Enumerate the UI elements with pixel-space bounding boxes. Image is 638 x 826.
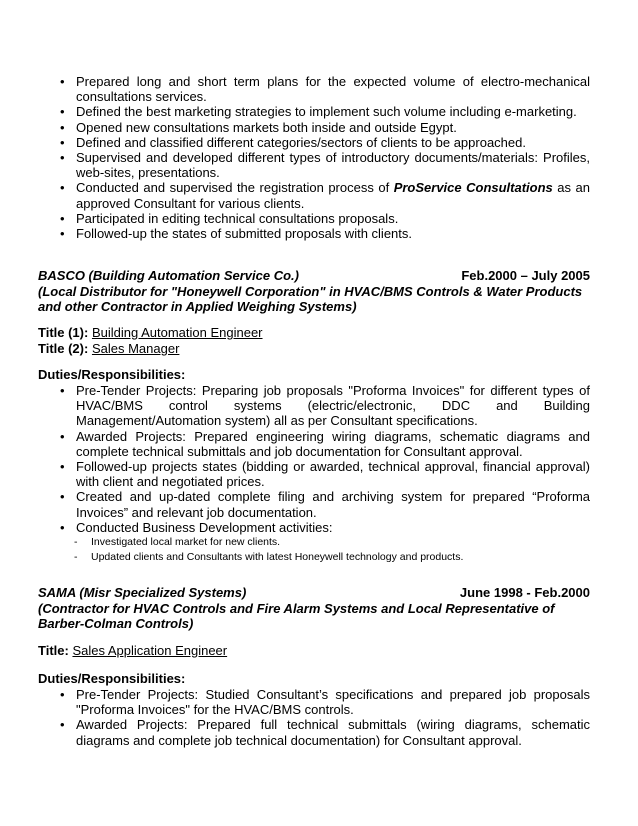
duties-heading: Duties/Responsibilities: bbox=[38, 367, 186, 382]
sama-header bbox=[38, 585, 590, 632]
emphasized-company-name: ProService Consultations bbox=[393, 180, 553, 196]
job-title-1 bbox=[38, 325, 263, 341]
sama-duties bbox=[38, 687, 590, 748]
company-description: (Local Distributor for "Honeywell Corporation" in HVAC/BMS Controls & Water Products and other Contractor in Applied Weighing Systems) bbox=[38, 283, 583, 314]
company-description: (Contractor for HVAC Controls and Fire Alarm Systems and Local Representative of Barber-Colman Controls) bbox=[38, 600, 555, 631]
title-value: Sales Manager bbox=[91, 341, 180, 356]
list-item: • Opened new consultations markets both inside and outside Egypt. bbox=[38, 120, 590, 135]
employment-dates: June 1998 - Feb.2000 bbox=[459, 585, 590, 600]
list-item: • Defined the best marketing strategies to implement such volume including e-marketing. bbox=[38, 104, 590, 119]
title-label: Title (1): bbox=[38, 325, 89, 340]
list-item: • Participated in editing technical consultations proposals. bbox=[38, 211, 590, 226]
employment-dates: Feb.2000 – July 2005 bbox=[461, 268, 590, 283]
previous-role-duties bbox=[38, 74, 590, 241]
title-value: Sales Application Engineer bbox=[72, 643, 228, 658]
list-item: • Created and up-dated complete filing and archiving system for prepared “Proforma Invoices” and relevant job documentation. bbox=[38, 489, 590, 519]
title-label: Title: bbox=[38, 643, 69, 658]
company-name: SAMA (Misr Specialized Systems) bbox=[38, 585, 247, 600]
list-item: • Awarded Projects: Prepared engineering wiring diagrams, schematic diagrams and complete technical submittals and job documentation for Consultant approval. bbox=[38, 429, 590, 459]
list-item bbox=[38, 180, 590, 210]
list-item: • Pre-Tender Projects: Studied Consultant’s specifications and prepared job proposals "Proforma Invoices" for the HVAC/BMS controls. bbox=[38, 687, 590, 717]
list-item: • Pre-Tender Projects: Preparing job proposals "Proforma Invoices" for different types of HVAC/BMS control systems (electric/electronic, DDC and Building Management/Automation system) all as per Consultant specifications. bbox=[38, 383, 590, 429]
title-label: Title (2): bbox=[38, 341, 89, 356]
list-item: • Followed-up projects states (bidding or awarded, technical approval, financial approval) with client and negotiated prices. bbox=[38, 459, 590, 489]
list-item: • Prepared long and short term plans for the expected volume of electro-mechanical consultations services. bbox=[38, 74, 590, 104]
company-name: BASCO (Building Automation Service Co.) bbox=[38, 268, 299, 283]
list-item: • Conducted Business Development activities: bbox=[38, 520, 590, 535]
job-title-2 bbox=[38, 341, 179, 357]
list-item: • Followed-up the states of submitted proposals with clients. bbox=[38, 226, 590, 241]
sub-list bbox=[38, 535, 590, 564]
list-item: • Defined and classified different categories/sectors of clients to be approached. bbox=[38, 135, 590, 150]
basco-header bbox=[38, 268, 590, 315]
list-item-text: as an approved Consultant for various clients. bbox=[76, 180, 590, 211]
list-item: • Awarded Projects: Prepared full technical submittals (wiring diagrams, schematic diagrams and complete job technical documentation) for Consultant approval. bbox=[38, 717, 590, 747]
basco-duties bbox=[38, 383, 590, 564]
list-item-text: Conducted and supervised the registration process of bbox=[76, 180, 394, 196]
sub-list-item: - Investigated local market for new clients. bbox=[38, 535, 590, 550]
title-value: Building Automation Engineer bbox=[91, 325, 263, 340]
list-item: • Supervised and developed different types of introductory documents/materials: Profiles, web-sites, presentations. bbox=[38, 150, 590, 180]
sub-list-item: - Updated clients and Consultants with latest Honeywell technology and products. bbox=[38, 550, 590, 565]
duties-heading: Duties/Responsibilities: bbox=[38, 671, 186, 686]
job-title bbox=[38, 643, 227, 659]
